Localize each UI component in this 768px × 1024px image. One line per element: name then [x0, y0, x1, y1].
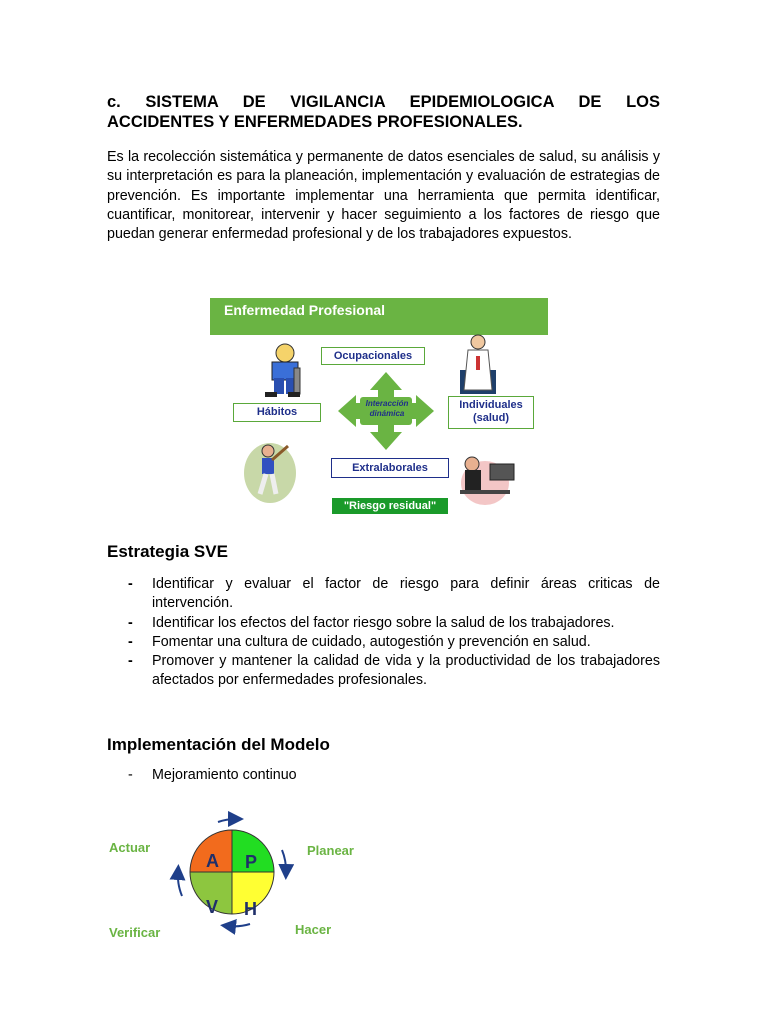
box-habitos: Hábitos: [233, 403, 321, 422]
interaccion-label: [357, 399, 417, 419]
estrategia-list: [128, 575, 660, 691]
implementacion-item-text: Mejoramiento continuo: [152, 767, 297, 783]
section-heading-line1: c. SISTEMA DE VIGILANCIA EPIDEMIOLOGICA DE LOS: [107, 93, 660, 111]
list-item-text: Identificar y evaluar el factor de riesgo para definir áreas criticas de intervención.: [152, 576, 660, 612]
pdca-cycle: [100, 800, 370, 950]
baseball-illustration: [244, 443, 296, 503]
pdca-letter-v: V: [206, 897, 219, 917]
pdca-letter-a: A: [206, 851, 219, 871]
list-item: [128, 652, 660, 691]
section-heading: [107, 92, 660, 132]
bullet-dash: -: [128, 633, 133, 650]
doctor-illustration: [460, 335, 496, 394]
section-heading-line2: ACCIDENTES Y ENFERMEDADES PROFESIONALES.: [107, 113, 523, 131]
list-item-text: Promover y mantener la calidad de vida y la productividad de los trabajadores afectados por enfermedades profesionales.: [152, 653, 660, 689]
box-extralaborales: Extralaborales: [331, 458, 449, 478]
box-ocupacionales: Ocupacionales: [321, 347, 425, 365]
bullet-dash: -: [128, 576, 133, 592]
bullet-dash: -: [128, 767, 133, 783]
box-individuales: [448, 396, 534, 429]
list-item: [128, 633, 660, 652]
pdca-label-planear: Planear: [307, 843, 354, 858]
intro-paragraph: Es la recolección sistemática y permanente de datos esenciales de salud, su análisis y su interpretación es para la planeación, implementación y evaluación de estrategias de prevención. Es importante implementar una herramienta que permita identificar, cuantificar, monitorear, intervenir y hacer seguimiento a los factores de riesgo que puedan generar enfermedad profesional y de los trabajadores expuestos.: [107, 149, 660, 243]
worker-illustration: [265, 344, 300, 397]
riesgo-residual-badge: "Riesgo residual": [332, 498, 448, 514]
implementacion-heading: Implementación del Modelo: [107, 735, 330, 754]
pdca-label-hacer: Hacer: [295, 922, 332, 937]
bullet-dash: -: [128, 614, 133, 631]
list-item-text: Identificar los efectos del factor riesgo sobre la salud de los trabajadores.: [152, 614, 615, 631]
pdca-letter-p: P: [245, 852, 258, 872]
figure-title: Enfermedad Profesional: [210, 298, 548, 335]
pdca-quadrants: [190, 830, 274, 914]
estrategia-heading: Estrategia SVE: [107, 542, 228, 561]
interaccion-line1: Interacción: [365, 399, 409, 408]
individuales-sub: (salud): [472, 412, 510, 424]
bullet-dash: -: [128, 653, 133, 670]
pdca-letter-h: H: [244, 899, 257, 919]
interaccion-line2: dinámica: [369, 409, 405, 418]
individuales-label: Individuales: [459, 399, 523, 411]
enfermedad-profesional-figure: [210, 298, 548, 514]
pdca-label-actuar: Actuar: [109, 840, 151, 855]
implementacion-item: [128, 767, 297, 783]
list-item-text: Fomentar una cultura de cuidado, autogestión y prevención en salud.: [152, 633, 591, 650]
office-worker-illustration: [460, 457, 514, 505]
list-item: [128, 614, 660, 633]
list-item: [128, 575, 660, 614]
pdca-label-verificar: Verificar: [109, 925, 161, 940]
